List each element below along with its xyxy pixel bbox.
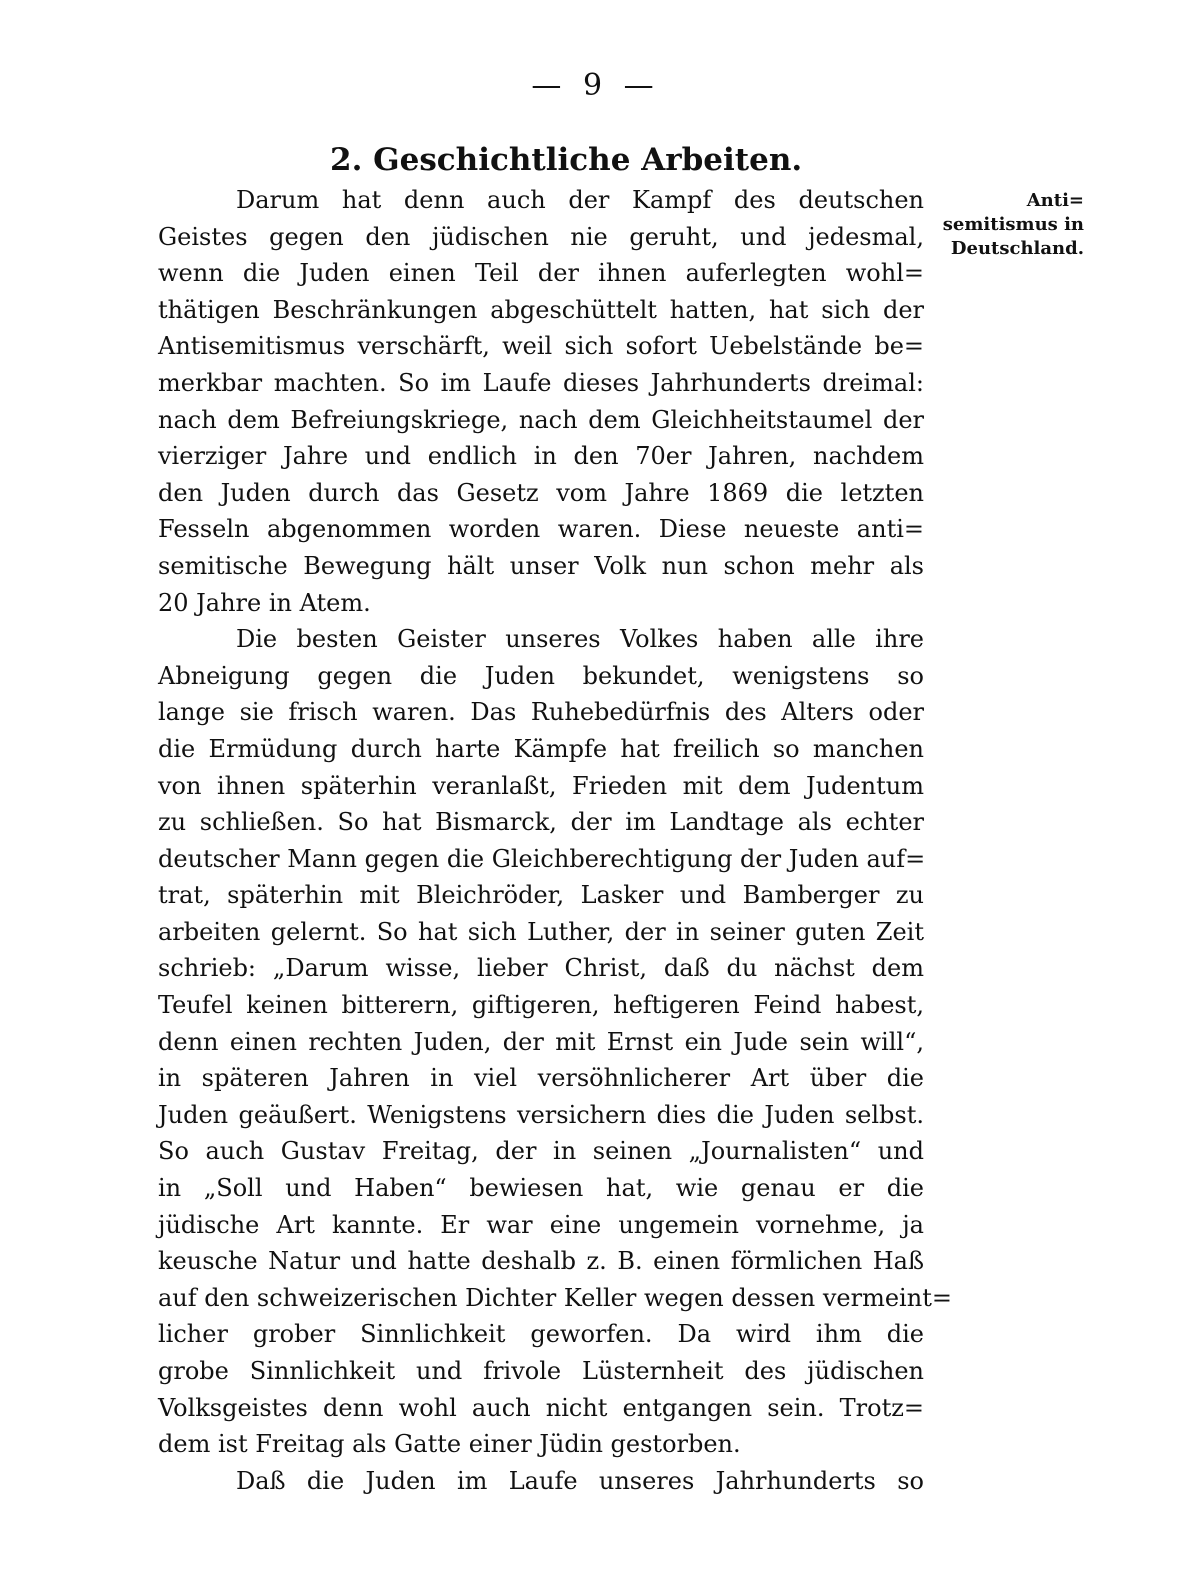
text-line: grobe Sinnlichkeit und frivole Lüsternheit des jüdischen bbox=[158, 1357, 924, 1385]
text-line: die Ermüdung durch harte Kämpfe hat freilich so manchen bbox=[158, 734, 924, 763]
text-line: Daß die Juden im Laufe unseres Jahrhunderts so bbox=[236, 1466, 924, 1495]
text-line: jüdische Art kannte. Er war eine ungemein vornehme, ja bbox=[158, 1210, 924, 1239]
text-line: keusche Natur und hatte deshalb z. B. einen förmlichen Haß bbox=[158, 1247, 924, 1276]
text-line: lange sie frisch waren. Das Ruhebedürfnis des Alters oder bbox=[158, 698, 924, 727]
text-line: trat, späterhin mit Bleichröder, Lasker und Bamberger zu bbox=[158, 881, 924, 910]
text-line: vierziger Jahre und endlich in den 70er Jahren, nachdem bbox=[158, 442, 924, 471]
text-line: semitische Bewegung hält unser Volk nun schon mehr als bbox=[158, 551, 924, 580]
text-line: denn einen rechten Juden, der mit Ernst ein Jude sein will“, bbox=[158, 1027, 924, 1056]
text-line: dem ist Freitag als Gatte einer Jüdin gestorben. bbox=[158, 1430, 741, 1459]
text-line: So auch Gustav Freitag, der in seinen „Journalisten“ und bbox=[158, 1137, 924, 1166]
text-line: wenn die Juden einen Teil der ihnen auferlegten wohl= bbox=[158, 259, 924, 288]
text-line: Antisemitismus verschärft, weil sich sofort Uebelstände be= bbox=[158, 332, 924, 361]
margin-note-line: Deutschland. bbox=[950, 238, 1084, 259]
text-line: Teufel keinen bitterern, giftigeren, heftigeren Feind habest, bbox=[158, 991, 924, 1020]
text-line: in „Soll und Haben“ bewiesen hat, wie genau er die bbox=[158, 1174, 924, 1203]
margin-note-line: semitismus in bbox=[942, 214, 1084, 235]
page-number: — 9 — bbox=[531, 68, 660, 103]
text-line: in späteren Jahren in viel versöhnlicherer Art über die bbox=[158, 1064, 924, 1093]
text-line: deutscher Mann gegen die Gleichberechtigung der Juden auf= bbox=[158, 844, 926, 873]
text-line: nach dem Befreiungskriege, nach dem Gleichheitstaumel der bbox=[158, 405, 924, 434]
text-line: Abneigung gegen die Juden bekundet, wenigstens so bbox=[158, 661, 924, 690]
text-line: den Juden durch das Gesetz vom Jahre 1869 die letzten bbox=[158, 478, 924, 507]
text-line: von ihnen späterhin veranlaßt, Frieden mit dem Judentum bbox=[158, 771, 924, 800]
text-line: Fesseln abgenommen worden waren. Diese neueste anti= bbox=[158, 515, 924, 544]
text-line: Juden geäußert. Wenigstens versichern dies die Juden selbst. bbox=[158, 1100, 924, 1129]
text-line: thätigen Beschränkungen abgeschüttelt hatten, hat sich der bbox=[158, 295, 924, 324]
section-heading: 2. Geschichtliche Arbeiten. bbox=[330, 142, 803, 178]
body-text bbox=[158, 182, 952, 1499]
text-line: arbeiten gelernt. So hat sich Luther, der in seiner guten Zeit bbox=[158, 917, 924, 946]
margin-note-line: Anti= bbox=[1026, 190, 1084, 211]
text-line: schrieb: „Darum wisse, lieber Christ, daß du nächst dem bbox=[158, 954, 924, 983]
text-line: Geistes gegen den jüdischen nie geruht, und jedesmal, bbox=[158, 222, 924, 251]
text-line: Die besten Geister unseres Volkes haben alle ihre bbox=[236, 625, 924, 654]
margin-note bbox=[924, 189, 1084, 261]
text-line: licher grober Sinnlichkeit geworfen. Da wird ihm die bbox=[158, 1320, 924, 1349]
text-line: Volksgeistes denn wohl auch nicht entgangen sein. Trotz= bbox=[158, 1393, 924, 1422]
text-line: zu schließen. So hat Bismarck, der im Landtage als echter bbox=[158, 808, 924, 837]
text-line: merkbar machten. So im Laufe dieses Jahrhunderts dreimal: bbox=[158, 368, 924, 397]
text-line: auf den schweizerischen Dichter Keller wegen dessen vermeint= bbox=[158, 1283, 952, 1312]
text-line: 20 Jahre in Atem. bbox=[158, 588, 371, 617]
text-line: Darum hat denn auch der Kampf des deutschen bbox=[236, 186, 924, 214]
